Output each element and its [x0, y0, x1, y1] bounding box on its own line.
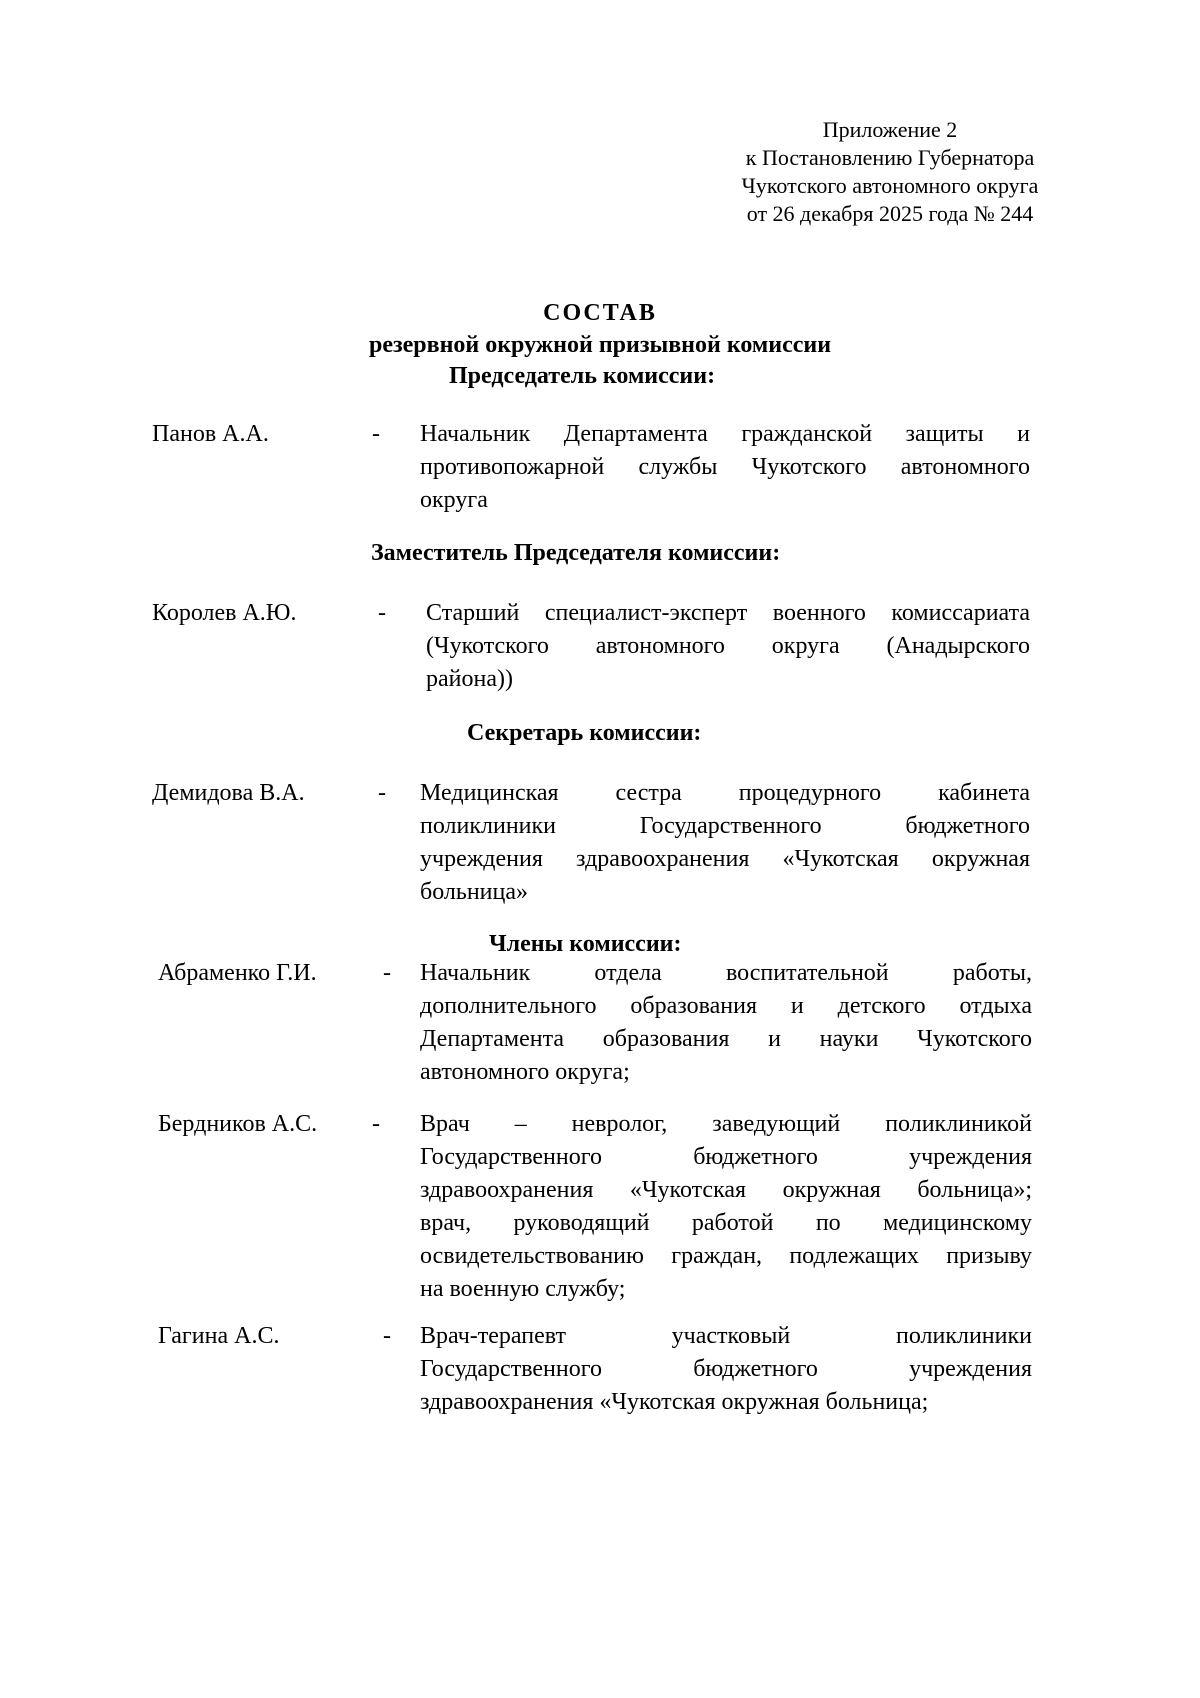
member-desc-line: Государственного бюджетного учреждения	[420, 1356, 1032, 1382]
deputy-heading: Заместитель Председателя комиссии:	[371, 540, 781, 566]
secretary-desc-line: поликлиники Государственного бюджетного	[420, 813, 1030, 839]
deputy-dash: -	[378, 600, 386, 626]
appendix-line-2: к Постановлению Губернатора	[745, 145, 1035, 170]
member-dash: -	[383, 1323, 391, 1349]
member-desc-line: Начальник отдела воспитательной работы,	[420, 960, 1032, 986]
member-desc-line: на военную службу;	[420, 1276, 626, 1302]
chairman-dash: -	[372, 421, 380, 447]
member-desc-line: Врач – невролог, заведующий поликлиникой	[420, 1111, 1032, 1137]
member-dash: -	[383, 960, 391, 986]
member-name: Гагина А.С.	[158, 1323, 280, 1349]
chairman-desc-line: округа	[420, 487, 488, 513]
appendix-line-3: Чукотского автономного округа	[741, 173, 1039, 198]
chairman-heading: Председатель комиссии:	[449, 363, 716, 389]
appendix-line-4: от 26 декабря 2025 года № 244	[746, 201, 1034, 226]
secretary-dash: -	[378, 780, 386, 806]
secretary-description	[420, 777, 1030, 909]
deputy-description	[426, 597, 1030, 696]
member-desc-line: дополнительного образования и детского отдыха	[420, 993, 1032, 1019]
deputy-desc-line: Старший специалист-эксперт военного комиссариата	[426, 600, 1030, 626]
member-desc-line: Департамента образования и науки Чукотского	[420, 1026, 1032, 1052]
chairman-desc-line: Начальник Департамента гражданской защиты и	[420, 421, 1030, 447]
member-desc-line: Государственного бюджетного учреждения	[420, 1144, 1032, 1170]
member-description	[420, 1320, 1032, 1419]
secretary-desc-line: Медицинская сестра процедурного кабинета	[420, 780, 1030, 806]
member-dash: -	[372, 1111, 380, 1137]
secretary-name: Демидова В.А.	[152, 780, 305, 806]
document-title: СОСТАВ	[543, 300, 657, 326]
chairman-desc-line: противопожарной службы Чукотского автономного	[420, 454, 1030, 480]
member-desc-line: здравоохранения «Чукотская окружная больница»;	[420, 1177, 1032, 1203]
member-desc-line: Врач-терапевт участковый поликлиники	[420, 1323, 1032, 1349]
member-desc-line: автономного округа;	[420, 1059, 630, 1085]
member-desc-line: освидетельствованию граждан, подлежащих призыву	[420, 1243, 1032, 1269]
member-description	[420, 957, 1032, 1089]
deputy-desc-line: (Чукотского автономного округа (Анадырского	[426, 633, 1030, 659]
member-name: Абраменко Г.И.	[158, 960, 317, 986]
appendix-block	[700, 116, 1080, 228]
chairman-name: Панов А.А.	[152, 421, 269, 447]
document-subtitle: резервной окружной призывной комиссии	[368, 332, 832, 358]
secretary-desc-line: больница»	[420, 879, 528, 905]
appendix-line-1: Приложение 2	[822, 117, 958, 142]
member-desc-line: врач, руководящий работой по медицинскому	[420, 1210, 1032, 1236]
member-name: Бердников А.С.	[158, 1111, 318, 1137]
secretary-heading: Секретарь комиссии:	[467, 720, 702, 746]
member-description	[420, 1108, 1032, 1306]
chairman-description	[420, 418, 1030, 517]
deputy-name: Королев А.Ю.	[152, 600, 297, 626]
members-heading: Члены комиссии:	[489, 931, 682, 957]
secretary-desc-line: учреждения здравоохранения «Чукотская окружная	[420, 846, 1030, 872]
member-desc-line: здравоохранения «Чукотская окружная больница;	[420, 1389, 929, 1415]
deputy-desc-line: района))	[426, 666, 513, 692]
